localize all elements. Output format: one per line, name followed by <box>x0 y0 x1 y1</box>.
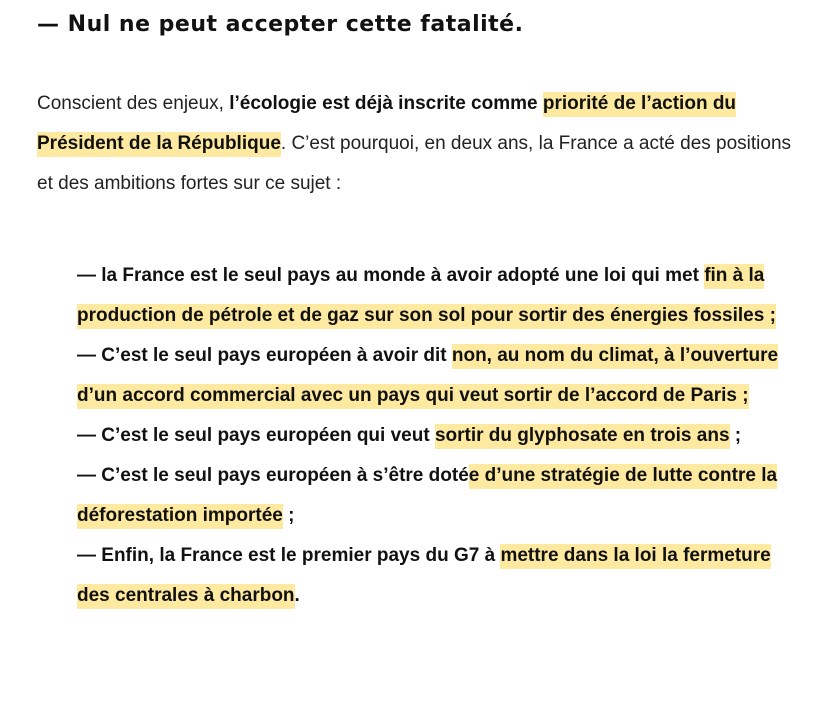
list-item-suffix: ; <box>282 505 295 526</box>
list-item-highlight: mettre dans la loi la fermeture des centrales à charbon <box>77 544 771 609</box>
list-item-text: — Enfin, la France est le premier pays du G7 à <box>77 545 501 566</box>
list-item-suffix: . <box>294 585 300 606</box>
list-item-suffix: ; <box>729 425 742 446</box>
list-item-text: — la France est le seul pays au monde à avoir adopté une loi qui met <box>77 265 705 286</box>
list-item <box>77 336 807 416</box>
intro-plain-text: Conscient des enjeux, <box>37 93 230 114</box>
section-heading: — Nul ne peut accepter cette fatalité. <box>37 12 524 37</box>
intro-highlighted-text: priorité de l’action du Président de la République <box>37 92 736 157</box>
list-item-highlight: non, au nom du climat, à l’ouverture d’un accord commercial avec un pays qui veut sortir de l’accord de Paris ; <box>77 344 778 409</box>
list-item-highlight: sortir du glyphosate en trois ans <box>435 424 730 449</box>
list-item-text: — C’est le seul pays européen qui veut <box>77 425 435 446</box>
list-item-text: — C’est le seul pays européen à avoir dit <box>77 345 452 366</box>
list-item-highlight: e d’une stratégie de lutte contre la déforestation importée <box>77 464 777 529</box>
achievements-list <box>77 256 807 616</box>
list-item <box>77 536 807 616</box>
intro-paragraph <box>37 84 797 204</box>
list-item-text: — C’est le seul pays européen à s’être doté <box>77 465 469 486</box>
list-item <box>77 456 807 536</box>
list-item <box>77 416 807 456</box>
list-item-highlight: fin à la production de pétrole et de gaz sur son sol pour sortir des énergies fossiles ; <box>77 264 776 329</box>
list-item <box>77 256 807 336</box>
intro-plain-text-end: . C’est pourquoi, en deux ans, la France a acté des positions et des ambitions fortes sur ce sujet : <box>37 133 792 194</box>
intro-bold-text: l’écologie est déjà inscrite comme <box>229 93 543 114</box>
